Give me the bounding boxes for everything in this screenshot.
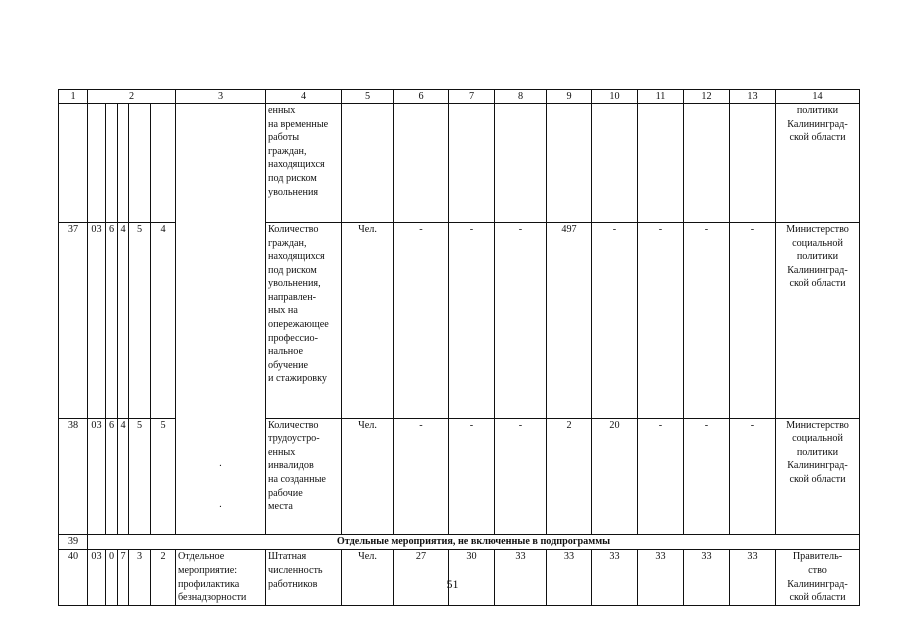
row-number: 39 (59, 535, 88, 550)
value-cell: 33 (495, 550, 547, 605)
responsible-body: Министерство социальной политики Калининград- ской области (776, 418, 860, 535)
scan-dot: · (218, 461, 223, 473)
value-cell: - (638, 222, 684, 418)
code-part: 2 (151, 550, 176, 605)
cell-empty (59, 104, 88, 223)
cell-empty (592, 104, 638, 223)
value-cell: - (684, 222, 730, 418)
value-cell: - (495, 418, 547, 535)
header-col-2: 2 (88, 90, 176, 104)
value-cell: - (638, 418, 684, 535)
value-cell: 33 (638, 550, 684, 605)
row-number: 40 (59, 550, 88, 605)
value-cell: 33 (547, 550, 592, 605)
cell-empty (342, 104, 394, 223)
responsible-body: Министерство социальной политики Калининград- ской области (776, 222, 860, 418)
merged-col-3-cell (176, 104, 266, 535)
value-cell: - (449, 222, 495, 418)
code-part: 5 (129, 222, 151, 418)
header-col-4: 4 (266, 90, 342, 104)
value-cell: - (730, 418, 776, 535)
table-row-continued (59, 104, 860, 223)
header-col-8: 8 (495, 90, 547, 104)
code-part: 03 (88, 222, 106, 418)
value-cell: - (394, 418, 449, 535)
activity-name: Отдельное мероприятие: профилактика безнадзорности (176, 550, 266, 605)
cell-empty (151, 104, 176, 223)
value-cell: 33 (730, 550, 776, 605)
indicator-name: Количество трудоустро- енных инвалидов на созданные рабочие места (266, 418, 342, 535)
row-number: 37 (59, 222, 88, 418)
value-cell: 33 (592, 550, 638, 605)
header-col-7: 7 (449, 90, 495, 104)
value-cell: 33 (684, 550, 730, 605)
code-part: 0 (106, 550, 118, 605)
cell-empty (684, 104, 730, 223)
header-col-3: 3 (176, 90, 266, 104)
responsible-body: Правитель- ство Калининград- ской области (776, 550, 860, 605)
cell-empty (394, 104, 449, 223)
value-cell: 497 (547, 222, 592, 418)
section-title: Отдельные мероприятия, не включенные в подпрограммы (88, 535, 860, 550)
value-cell: 2 (547, 418, 592, 535)
code-part: 6 (106, 418, 118, 535)
cell-empty (106, 104, 118, 223)
header-col-5: 5 (342, 90, 394, 104)
scan-dot: · (218, 501, 223, 513)
page-number: 51 (446, 577, 459, 591)
value-cell: - (394, 222, 449, 418)
code-part: 4 (151, 222, 176, 418)
cell-empty (547, 104, 592, 223)
value-cell: - (730, 222, 776, 418)
header-col-1: 1 (59, 90, 88, 104)
value-cell: - (592, 222, 638, 418)
value-cell: 20 (592, 418, 638, 535)
header-col-13: 13 (730, 90, 776, 104)
code-part: 6 (106, 222, 118, 418)
code-part: 7 (118, 550, 129, 605)
code-part: 5 (129, 418, 151, 535)
cell-empty (88, 104, 106, 223)
cell-empty (638, 104, 684, 223)
value-cell: 27 (394, 550, 449, 605)
cell-empty (118, 104, 129, 223)
row-number: 38 (59, 418, 88, 535)
code-part: 03 (88, 550, 106, 605)
value-cell: - (495, 222, 547, 418)
code-part: 03 (88, 418, 106, 535)
indicator-name: Количество граждан, находящихся под риском увольнения, направлен- ных на опережающее профессио- нальное обучение и стажировку (266, 222, 342, 418)
indicator-name: Штатная численность работников (266, 550, 342, 605)
value-cell: - (449, 418, 495, 535)
header-col-11: 11 (638, 90, 684, 104)
cell-empty (129, 104, 151, 223)
value-cell: 30 (449, 550, 495, 605)
header-col-9: 9 (547, 90, 592, 104)
code-part: 4 (118, 222, 129, 418)
cell-empty (730, 104, 776, 223)
header-col-6: 6 (394, 90, 449, 104)
indicator-name: енных на временные работы граждан, находящихся под риском увольнения (266, 104, 342, 223)
responsible-body: политики Калининград- ской области (776, 104, 860, 223)
code-part: 4 (118, 418, 129, 535)
header-col-10: 10 (592, 90, 638, 104)
cell-empty (495, 104, 547, 223)
unit-cell: Чел. (342, 222, 394, 418)
value-cell: - (684, 418, 730, 535)
header-col-12: 12 (684, 90, 730, 104)
cell-empty (449, 104, 495, 223)
header-row (59, 90, 860, 104)
unit-cell: Чел. (342, 550, 394, 605)
code-part: 3 (129, 550, 151, 605)
unit-cell: Чел. (342, 418, 394, 535)
indicators-table (58, 89, 860, 606)
code-part: 5 (151, 418, 176, 535)
table-row-39 (59, 535, 860, 550)
header-col-14: 14 (776, 90, 860, 104)
